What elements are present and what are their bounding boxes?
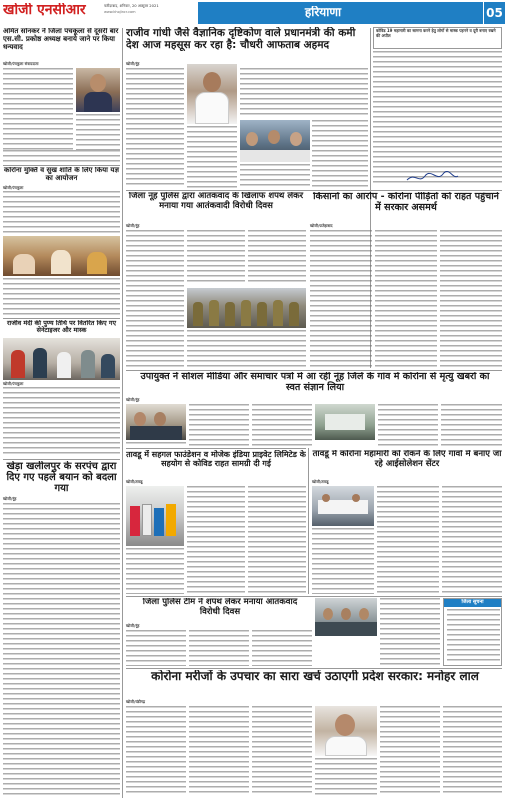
headline: राजीव मंदी की पुण्य तिथि पर वितरित किए गए सेनेटाइजर और मास्क <box>6 320 117 335</box>
byline: खोजी/तावडू <box>312 479 329 484</box>
headline: तावडू में कोरोना महामारी को रोकने के लिए गांवों में बनाए जा रहे आईसोलेशन सेंटर <box>312 450 502 469</box>
byline: खोजी/पंचकूला <box>3 381 24 386</box>
headline: किसानों का आरोप - कोरोना पीड़ितों को राहत पहुंचाने में सरकार असमर्थ <box>313 192 499 213</box>
byline: खोजी/पंचकूला संवाददाता <box>3 61 39 66</box>
byline: खोजी/नूंह <box>126 623 140 628</box>
byline: खोजी/नूंह <box>126 61 140 66</box>
paper-name: खोजी एनसीआर <box>3 3 86 18</box>
lead-portrait-photo <box>187 64 237 124</box>
portrait-photo <box>76 68 120 112</box>
edition-subline: www.khojincr.com <box>104 10 136 14</box>
ward-photo <box>315 404 375 440</box>
byline: खोजी/चंडीगढ़ <box>126 699 145 704</box>
byline: खोजी/फतेहाबाद <box>310 223 333 228</box>
headline: उपायुक्त ने सोशल मीडिया और समाचार पत्रों में आ रही नूंह जिले के गांव में कोरोना से मृत्यु खबरों का स्वत संज्ञान लिया <box>140 372 490 393</box>
headline: खेड़ा खलीलपुर के सरपंच द्वारा दिए गए पहले बयान को बदला गया <box>6 461 117 494</box>
byline: खोजी/नूंह <box>3 496 17 501</box>
bottom-box <box>443 598 502 666</box>
bottom-box-title: जिला सूचना <box>444 599 501 607</box>
page-number: 05 <box>483 2 505 24</box>
cm-portrait-photo <box>315 706 377 756</box>
section-title: हरियाणा <box>304 6 342 19</box>
relief-material-photo <box>126 486 184 546</box>
headline: अमित सोनकर ने जिला पंचकूला से दूसरी बार एस.सी. प्रकोष्ठ अध्यक्ष बनाये जाने पर किया धन्यवाद <box>3 28 119 51</box>
byline: खोजी/तावडू <box>126 479 143 484</box>
bottom-headline: कोरोना मरीजों के उपचार का सारा खर्च उठाएगी प्रदेश सरकार: मनोहर लाल <box>151 670 479 683</box>
meeting-photo <box>240 120 310 162</box>
press-briefing-photo <box>315 598 377 636</box>
article-a1 <box>3 28 120 51</box>
sanitizer-distribution-photo <box>3 338 120 380</box>
headline: जिला पुलिस टीम ने शपथ लेकर मनाया आतंकवाद विरोधी दिवस <box>142 598 298 617</box>
byline: खोजी/नूंह <box>126 223 140 228</box>
headline: तावडू में सहगल फाउंडेशन व मोजेक इंडिया प्राइवेट लिमिटेड के सहयोग से कोविड राहत सामग्री दी गई <box>126 450 306 469</box>
edition-line: फरीदाबाद, शनिवार, 20 अक्टूबर 2021 <box>104 4 159 8</box>
yagya-photo <box>3 236 120 276</box>
isolation-centre-photo <box>312 486 374 526</box>
headline: जिला नूंह पुलिस द्वारा आतंकवाद के खिलाफ शपथ लेकर मनाया गया आतंकवादी विरोधी दिवस <box>128 192 304 211</box>
lead-headline: राजीव गांधी जैसे वैज्ञानिक दृष्टिकोण वाले प्रधानमंत्री की कमी देश आज महसूस कर रहा है: चौधरी आफताब अहमद <box>126 27 356 52</box>
police-oath-photo <box>187 288 306 328</box>
byline: खोजी/पंचकूला <box>3 185 24 190</box>
officials-photo <box>126 404 186 440</box>
byline: खोजी/नूंह <box>126 397 140 402</box>
masthead <box>0 0 505 26</box>
headline: कोरोना मुक्ति व सुख शांति के लिए किया यज्ञ का आयोजन <box>4 167 119 182</box>
top-right-notice-box <box>373 27 502 49</box>
notice-text: कोविड 19 महामारी का सामना करने हेतु लोगों से मास्क पहनने व दूरी बनाए रखने की अपील <box>376 28 496 38</box>
signature-image <box>405 170 460 184</box>
